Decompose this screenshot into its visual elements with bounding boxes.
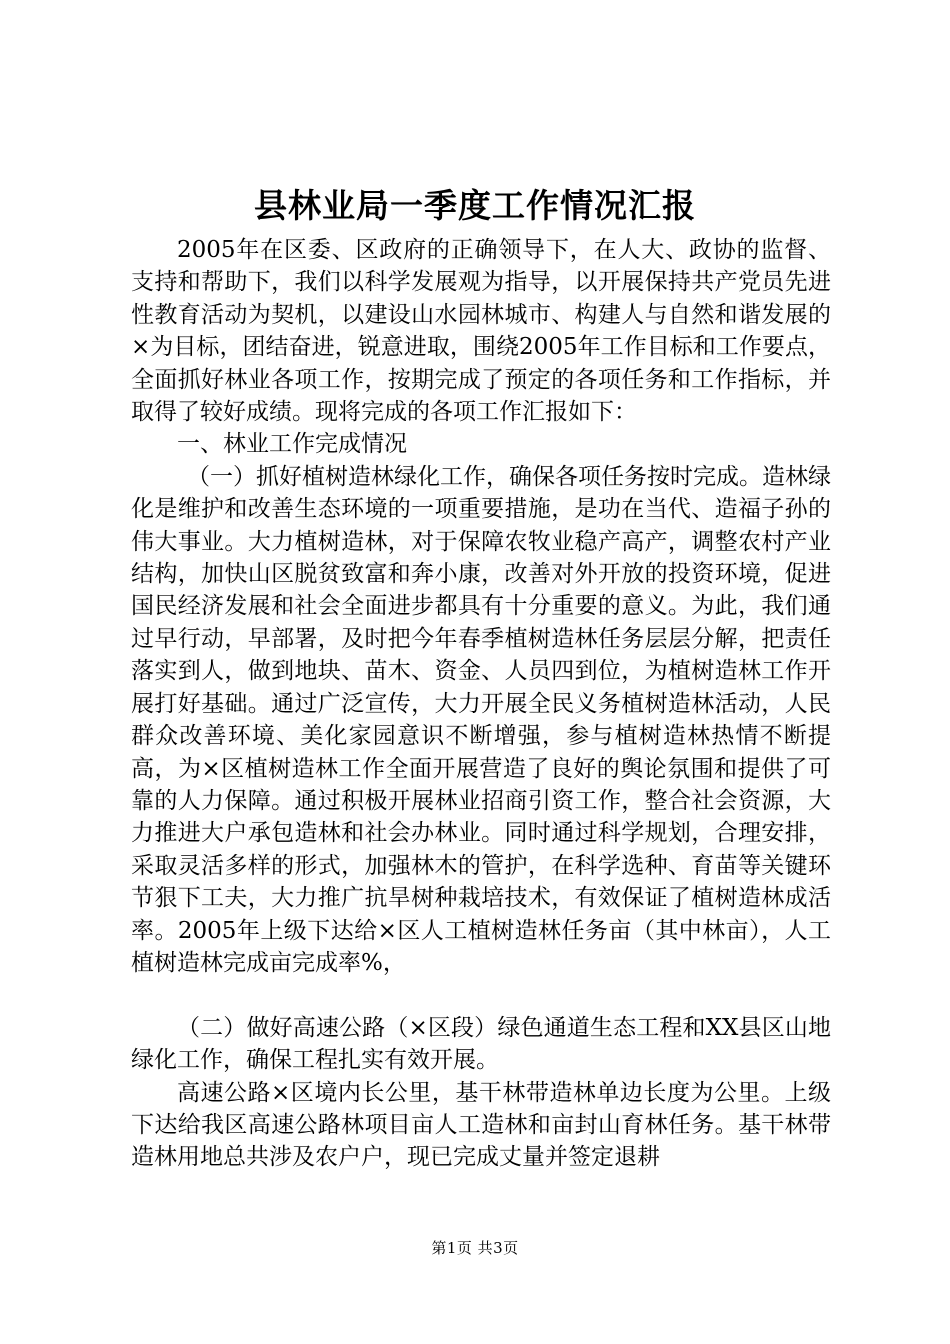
subsection-heading-2: （二）做好高速公路（×区段）绿色通道生态工程和XX县区山地绿化工作，确保工程扎实有效开展。 [131, 1014, 831, 1074]
subsection-paragraph-1: （一）抓好植树造林绿化工作，确保各项任务按时完成。造林绿化是维护和改善生态环境的一项重要措施，是功在当代、造福子孙的伟大事业。大力植树造林，对于保障农牧业稳产高产，调整农村产业结构，加快山区脱贫致富和奔小康，改善对外开放的投资环境，促进国民经济发展和社会全面进步都具有十分重要的意义。为此，我们通过早行动，早部署，及时把今年春季植树造林任务层层分解，把责任落实到人，做到地块、苗木、资金、人员四到位，为植树造林工作开展打好基础。通过广泛宣传，大力开展全民义务植树造林活动，人民群众改善环境、美化家园意识不断增强，参与植树造林热情不断提高，为×区植树造林工作全面开展营造了良好的舆论氛围和提供了可靠的人力保障。通过积极开展林业招商引资工作，整合社会资源，大力推进大户承包造林和社会办林业。同时通过科学规划，合理安排，采取灵活多样的形式，加强林木的管护，在科学选种、育苗等关键环节狠下工夫，大力推广抗旱树种栽培技术，有效保证了植树造林成活率。2005年上级下达给×区人工植树造林任务亩（其中林亩），人工植树造林完成亩完成率%， [131, 463, 831, 976]
section-heading-1: 一、林业工作完成情况 [177, 431, 407, 458]
highway-paragraph: 高速公路×区境内长公里，基干林带造林单边长度为公里。上级下达给我区高速公路林项目亩人工造林和亩封山育林任务。基干林带造林用地总共涉及农户户，现已完成丈量并签定退耕 [131, 1079, 831, 1171]
document-title: 县林业局一季度工作情况汇报 [254, 186, 696, 225]
document-body [131, 234, 831, 1174]
paragraph-spacer [131, 979, 831, 1011]
page-number-footer: 第1页 共3页 [431, 1239, 519, 1257]
intro-paragraph: 2005年在区委、区政府的正确领导下，在人大、政协的监督、支持和帮助下，我们以科学发展观为指导，以开展保持共产党员先进性教育活动为契机，以建设山水园林城市、构建人与自然和谐发展的×为目标，团结奋进，锐意进取，围绕2005年工作目标和工作要点，全面抓好林业各项工作，按期完成了预定的各项任务和工作指标，并取得了较好成绩。现将完成的各项工作汇报如下： [131, 237, 831, 426]
